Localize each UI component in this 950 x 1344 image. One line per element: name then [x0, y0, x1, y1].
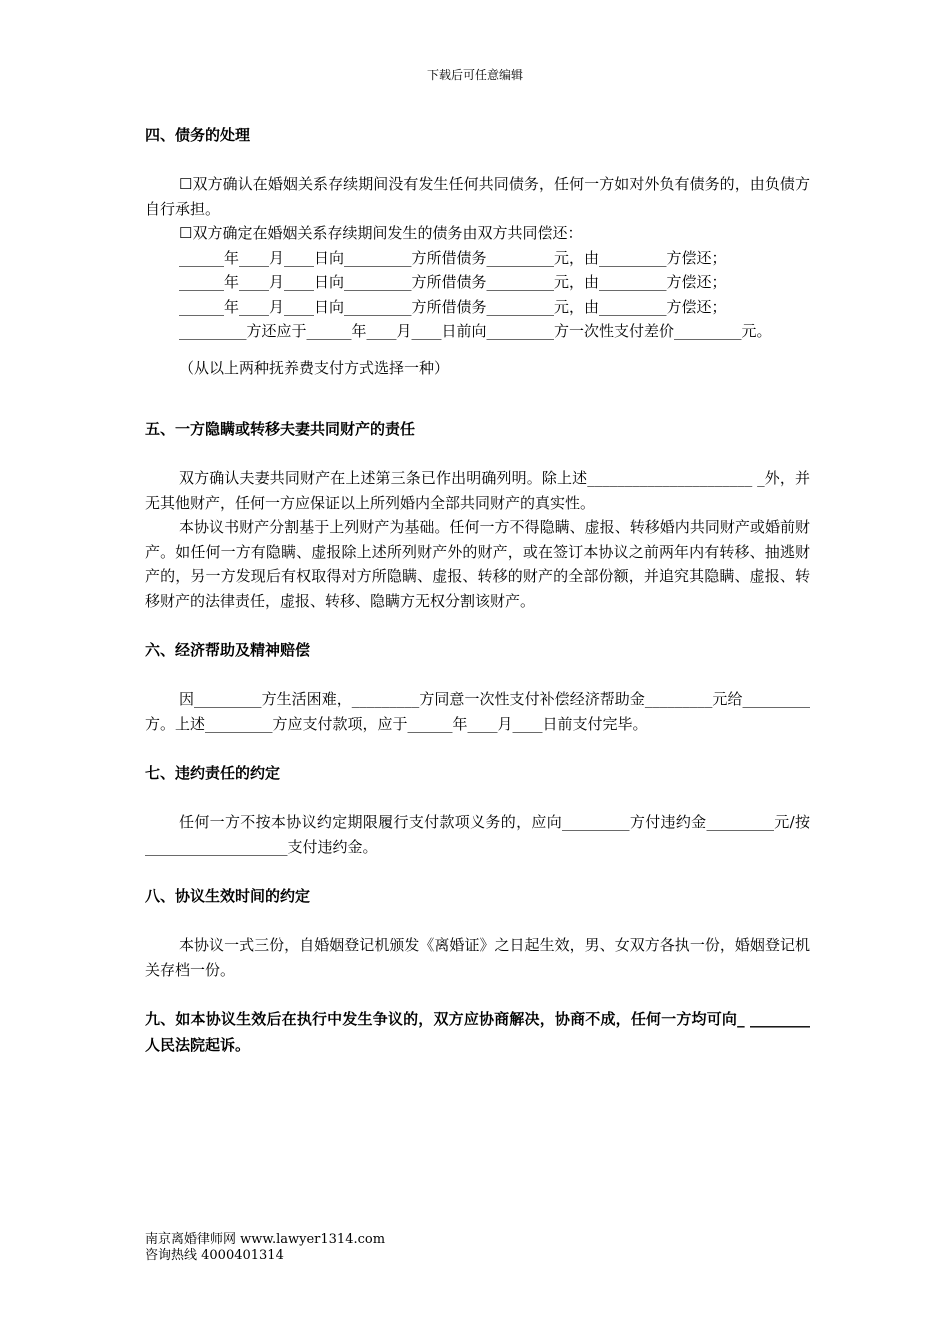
debt-option-none: ☐双方确认在婚姻关系存续期间没有发生任何共同债务，任何一方如对外负有债务的，由负债方自行承担。 [145, 175, 810, 218]
section-6-title: 六、经济帮助及精神赔偿 [145, 641, 311, 659]
debt-line: ______年____月____日向_________方所借债务_________元，由_________方偿还； [179, 297, 727, 316]
section-9-title: 九、如本协议生效后在执行中发生争议的，双方应协商解决，协商不成，任何一方均可向_ ________人民法院起诉。 [145, 1010, 810, 1054]
balance-line: _________方还应于______年____月____日前向_________方一次性支付差价_________元。 [179, 322, 772, 340]
debt-line: ______年____月____日向_________方所借债务_________元，由_________方偿还； [179, 248, 727, 267]
section-4-title: 四、债务的处理 [145, 126, 251, 144]
footer-hotline: 咨询热线 4000401314 [145, 1248, 284, 1263]
selection-note: （从以上两种抚养费支付方式选择一种） [179, 358, 450, 377]
document-body [145, 122, 810, 1058]
debt-line: ______年____月____日向_________方所借债务_________元，由_________方偿还； [179, 273, 727, 291]
debt-option-shared: ☐双方确定在婚姻关系存续期间发生的债务由双方共同偿还： [179, 224, 583, 242]
page-header: 下载后可任意编辑 [426, 68, 523, 82]
section-7-para: 任何一方不按本协议约定期限履行支付款项义务的，应向_________方付违约金_________元/按___________________支付违约金。 [145, 813, 810, 856]
section-5-para-2: 本协议书财产分割基于上列财产为基础。任何一方不得隐瞒、虚报、转移婚内共同财产或婚前财产。如任何一方有隐瞒、虚报除上述所列财产外的财产，或在签订本协议之前两年内有转移、抽逃财产的，另一方发现后有权取得对方所隐瞒、虚报、转移的财产的全部份额，并追究其隐瞒、虚报、转移财产的法律责任，虚报、转移、隐瞒方无权分割该财产。 [145, 518, 810, 610]
section-8-para: 本协议一式三份，自婚姻登记机颁发《离婚证》之日起生效，男、女双方各执一份，婚姻登记机关存档一份。 [145, 936, 810, 979]
section-7-title: 七、违约责任的约定 [145, 764, 281, 782]
section-5-para-1: 双方确认夫妻共同财产在上述第三条已作出明确列明。除上述______________________ _外，并无其他财产，任何一方应保证以上所列婚内全部共同财产的真实性。 [145, 469, 810, 512]
footer-website: 南京离婚律师网 www.lawyer1314.com [145, 1232, 386, 1247]
section-5-title: 五、一方隐瞒或转移夫妻共同财产的责任 [145, 420, 416, 438]
section-6-para: 因_________方生活困难，_________方同意一次性支付补偿经济帮助金_________元给_________方。上述_________方应支付款项，应于______年____月____日前支付完毕。 [145, 690, 810, 733]
page-footer [145, 1232, 385, 1264]
section-8-title: 八、协议生效时间的约定 [145, 887, 311, 905]
